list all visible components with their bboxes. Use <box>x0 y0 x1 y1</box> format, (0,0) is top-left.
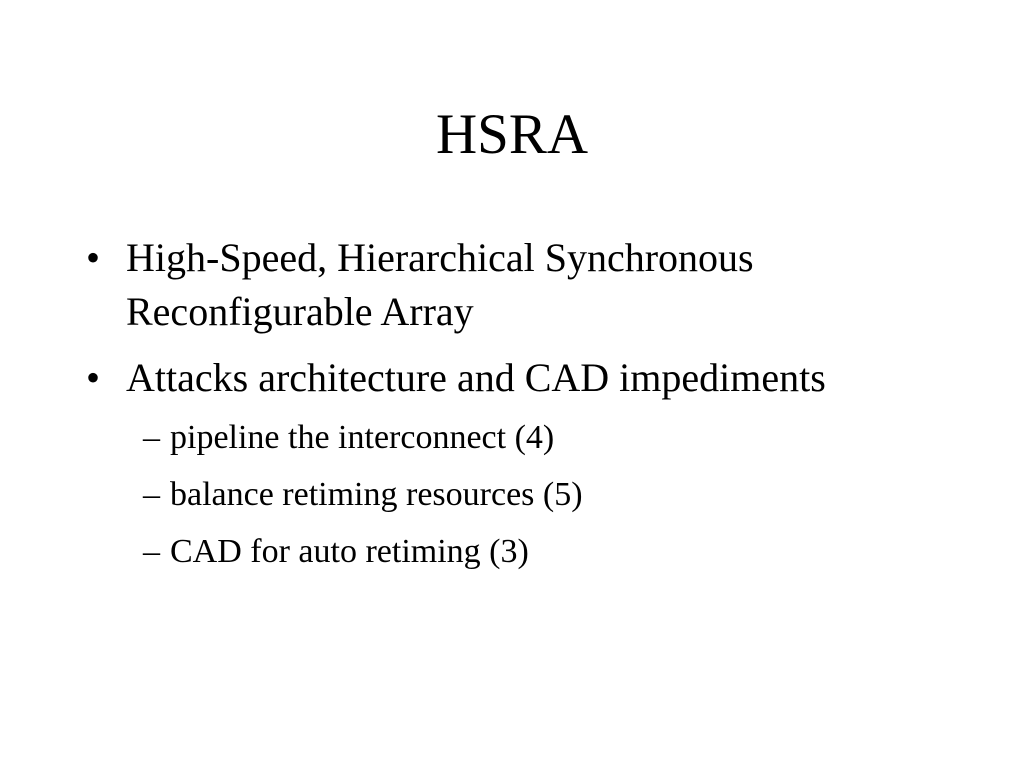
sub-bullet-1: pipeline the interconnect (4) <box>170 419 555 456</box>
sub-bullet-marker: – <box>143 533 160 570</box>
sub-bullet-3: CAD for auto retiming (3) <box>170 533 529 570</box>
bullet-2-line-1: Attacks architecture and CAD impediments <box>126 355 826 400</box>
bullet-marker: • <box>86 355 101 400</box>
sub-bullet-marker: – <box>143 419 160 456</box>
sub-bullet-2: balance retiming resources (5) <box>170 476 583 513</box>
slide-title: HSRA <box>435 103 589 166</box>
bullet-1-line-1: High-Speed, Hierarchical Synchronous <box>126 235 754 280</box>
bullet-1-line-2: Reconfigurable Array <box>126 289 474 334</box>
sub-bullet-marker: – <box>143 476 160 513</box>
bullet-marker: • <box>86 235 101 280</box>
